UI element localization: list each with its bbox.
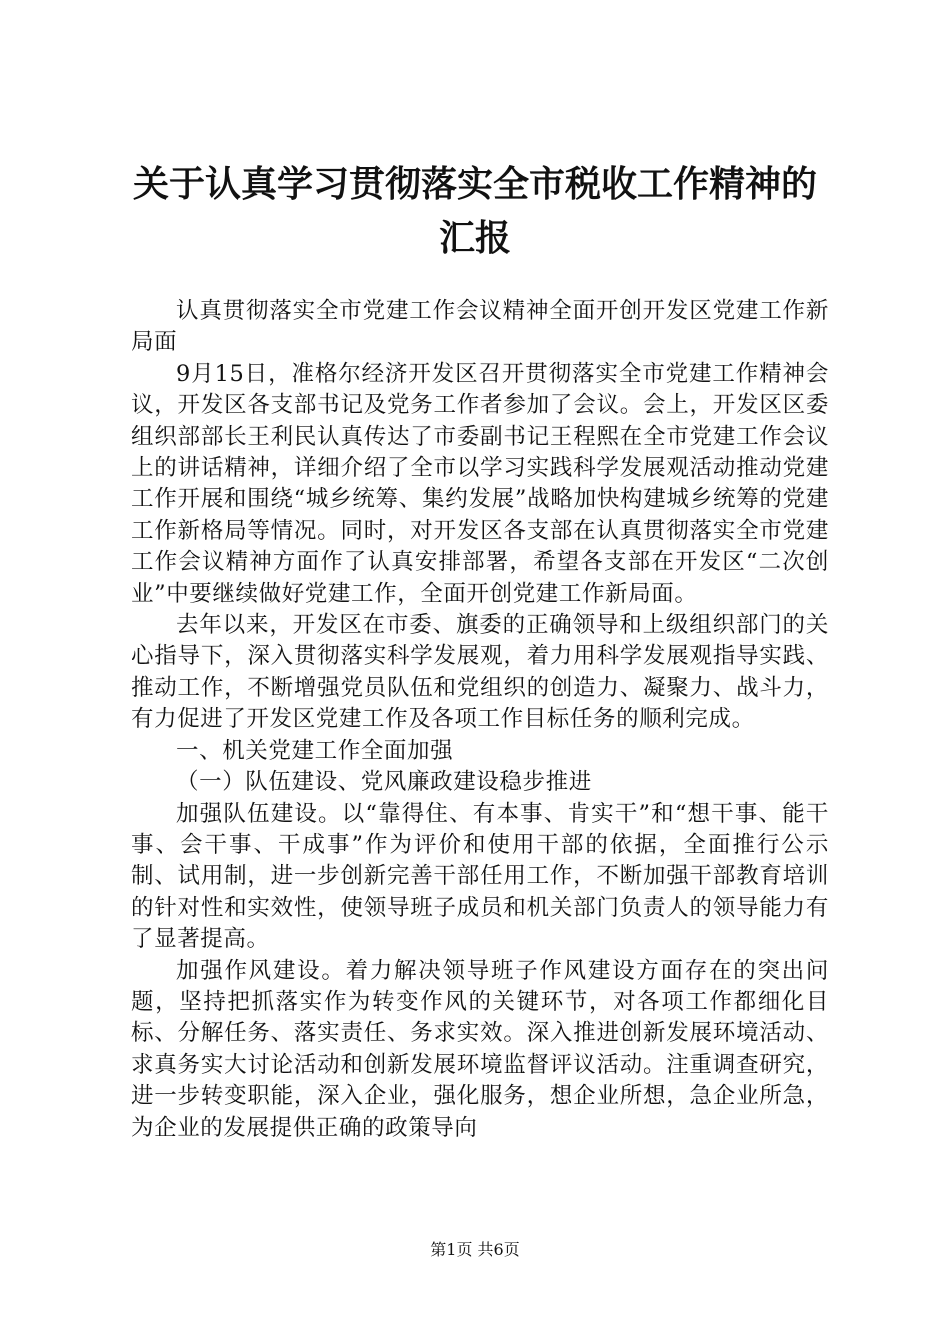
- section-heading: 一、机关党建工作全面加强: [176, 737, 454, 764]
- body-paragraph: 9月15日，准格尔经济开发区召开贯彻落实全市党建工作精神会议，开发区各支部书记及党务工作者参加了会议。会上，开发区区委组织部部长王利民认真传达了市委副书记王程熙在全市党建工作会议上的讲话精神，详细介绍了全市以学习实践科学发展观活动推动党建工作开展和围绕“城乡统筹、集约发展”战略加快构建城乡统筹的党建工作新格局等情况。同时，对开发区各支部在认真贯彻落实全市党建工作会议精神方面作了认真安排部署，希望各支部在开发区“二次创业”中要继续做好党建工作，全面开创党建工作新局面。: [131, 360, 829, 607]
- body-paragraph: 加强作风建设。着力解决领导班子作风建设方面存在的突出问题，坚持把抓落实作为转变作风的关键环节，对各项工作都细化目标、分解任务、落实责任、务求实效。深入推进创新发展环境活动、求真务实大讨论活动和创新发展环境监督评议活动。注重调查研究，进一步转变职能，深入企业，强化服务，想企业所想，急企业所急，为企业的发展提供正确的政策导向: [131, 957, 829, 1141]
- body-paragraph: 加强队伍建设。以“靠得住、有本事、肯实干”和“想干事、能干事、会干事、干成事”作为评价和使用干部的依据，全面推行公示制、试用制，进一步创新完善干部任用工作，不断加强干部教育培训的针对性和实效性，使领导班子成员和机关部门负责人的领导能力有了显著提高。: [131, 800, 829, 953]
- subsection-heading: （一）队伍建设、党风廉政建设稳步推进: [176, 769, 592, 796]
- document-body: [131, 296, 829, 1144]
- subtitle-paragraph: 认真贯彻落实全市党建工作会议精神全面开创开发区党建工作新局面: [131, 298, 829, 356]
- body-paragraph: 去年以来，开发区在市委、旗委的正确领导和上级组织部门的关心指导下，深入贯彻落实科学发展观，着力用科学发展观指导实践、推动工作，不断增强党员队伍和党组织的创造力、凝聚力、战斗力，有力促进了开发区党建工作及各项工作目标任务的顺利完成。: [131, 612, 829, 733]
- page-number-footer: 第1页 共6页: [430, 1240, 520, 1259]
- document-title: 关于认真学习贯彻落实全市税收工作精神的汇报: [132, 164, 817, 259]
